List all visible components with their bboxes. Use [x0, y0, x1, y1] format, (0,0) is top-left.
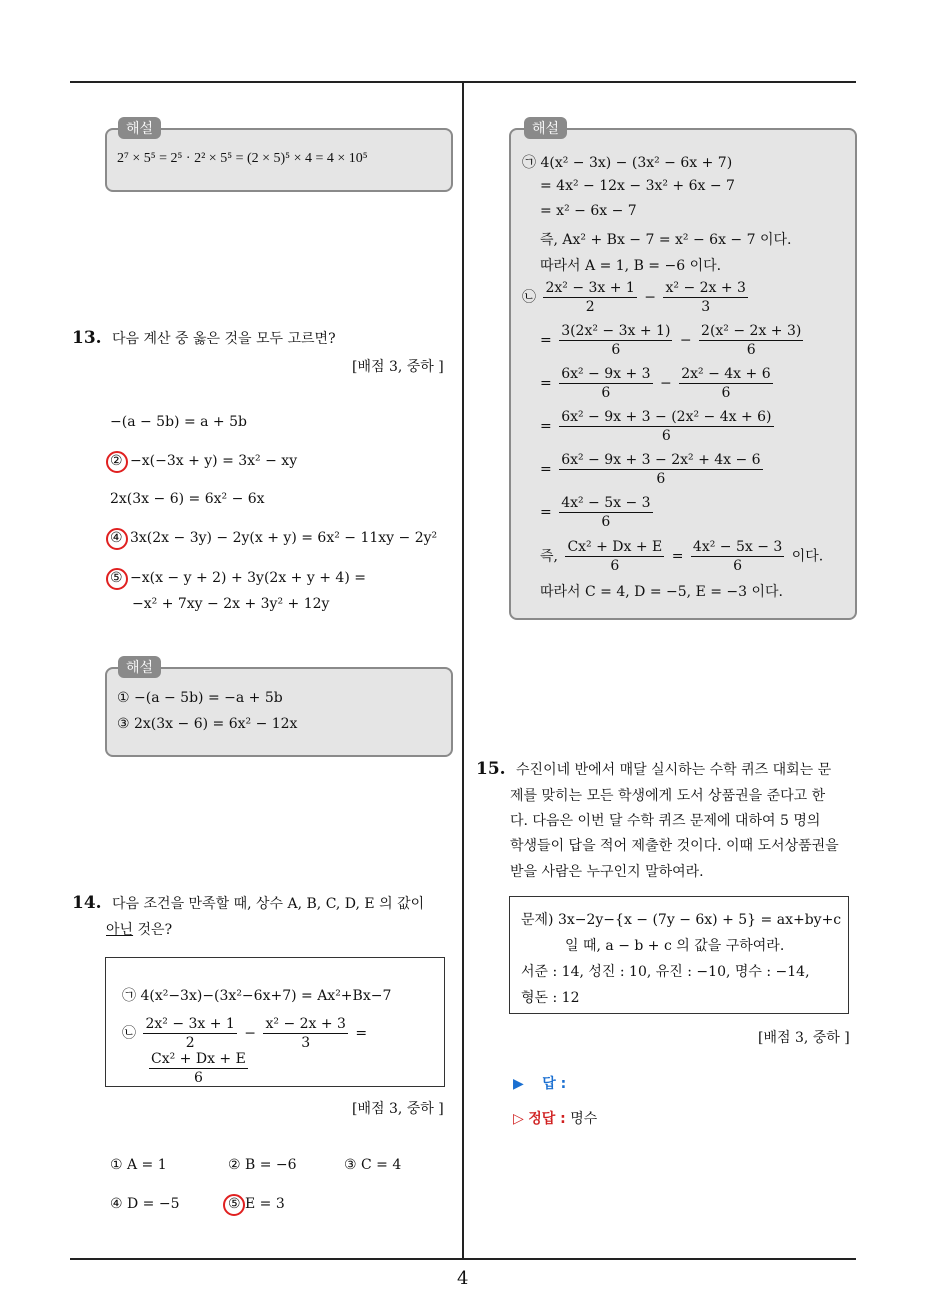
q13-option-5-cont: −x² + 7xy − 2x + 3y² + 12y — [132, 596, 330, 612]
exp14-e-den: 6 — [601, 385, 611, 401]
exp14-eq: = — [540, 504, 552, 521]
exp14-d-den: 6 — [746, 342, 756, 358]
exp14-l11 — [540, 494, 656, 531]
exp14-l3: = x² − 6x − 7 — [540, 203, 637, 219]
exp14-j-post: 이다. — [791, 548, 824, 565]
selected-circle-icon — [106, 568, 128, 590]
q14-frac3-num: Cx² + Dx + E — [151, 1051, 246, 1067]
q15-answer-row[interactable] — [513, 1073, 566, 1093]
q14-choice-3[interactable]: ③ C = 4 — [344, 1157, 402, 1173]
q14-frac-2 — [263, 1015, 347, 1052]
q13-score: [배점 3, 중하 ] — [352, 359, 444, 375]
exp14-frac-f — [679, 365, 772, 402]
exp14-frac-e — [559, 365, 652, 402]
q15-box-4: 형돈 : 12 — [521, 990, 580, 1006]
q15-line-5: 받을 사람은 누구인지 말하여라. — [510, 864, 704, 880]
exp14-j-num2: 4x² − 5x − 3 — [692, 539, 783, 555]
q13-mark-4: ④ — [110, 530, 123, 546]
explain-tag: 해설 — [118, 656, 161, 678]
q14-text: 다음 조건을 만족할 때, 상수 A, B, C, D, E 의 값이 — [112, 896, 425, 912]
exp14-c-den: 6 — [611, 342, 621, 358]
exp14-eq: = — [540, 418, 552, 435]
q14-frac-1 — [143, 1015, 236, 1052]
column-divider — [462, 83, 464, 1260]
q14-score: [배점 3, 중하 ] — [352, 1101, 444, 1117]
q13-number: 13. — [72, 328, 102, 348]
exp14-a-num: 2x² − 3x + 1 — [545, 280, 635, 296]
exp14-minus: − — [660, 375, 672, 392]
q15-score: [배점 3, 중하 ] — [758, 1030, 850, 1046]
exp14-l7 — [540, 322, 806, 359]
q13-mark-2: ② — [110, 453, 123, 469]
q14-frac2-den: 3 — [301, 1035, 311, 1051]
explain-12-text: 2⁷ × 5⁵ = 2⁵ · 2² × 5⁵ = (2 × 5)⁵ × 4 = 4 × 10⁵ — [117, 151, 368, 166]
q14-cond-1: ㉠ 4(x²−3x)−(3x²−6x+7) = Ax²+Bx−7 — [122, 988, 392, 1004]
q15-number: 15. — [476, 759, 506, 779]
q14-frac2-num: x² − 2x + 3 — [265, 1016, 346, 1032]
q13-option-4[interactable]: 3x(2x − 3y) − 2y(x + y) = 6x² − 11xy − 2y² — [130, 530, 438, 546]
q15-line-1 — [476, 759, 831, 779]
exp14-frac-c — [559, 322, 672, 359]
exp14-f-num: 2x² − 4x + 6 — [681, 366, 771, 382]
q13-option-5[interactable]: −x(x − y + 2) + 3y(2x + y + 4) = — [130, 570, 366, 586]
exp14-l13: 따라서 C = 4, D = −5, E = −3 이다. — [540, 584, 784, 600]
q14-choice-2[interactable]: ② B = −6 — [228, 1157, 297, 1173]
page-number: 4 — [457, 1268, 469, 1289]
answer-label: 답 : — [542, 1076, 567, 1092]
explain-box-13 — [105, 667, 453, 757]
q13-title — [72, 328, 336, 348]
q14-frac1-num: 2x² − 3x + 1 — [145, 1016, 235, 1032]
selected-circle-icon — [223, 1194, 245, 1216]
q13-text: 다음 계산 중 옳은 것을 모두 고르면? — [112, 331, 336, 347]
exp14-l10 — [540, 451, 766, 488]
exp14-b-num: x² − 2x + 3 — [665, 280, 746, 296]
outline-arrow-icon: ▷ — [513, 1111, 524, 1127]
play-arrow-icon: ▶ — [513, 1076, 524, 1092]
q15-line-3: 다. 다음은 이번 달 수학 퀴즈 문제에 대하여 5 명의 — [510, 813, 821, 829]
q14-not: 아닌 — [106, 922, 134, 938]
exp14-j-num: Cx² + Dx + E — [567, 539, 663, 555]
exp14-frac-d — [699, 322, 803, 359]
exp14-l9 — [540, 408, 777, 445]
q14-cond2-mark: ㉡ — [122, 1025, 136, 1042]
exp14-j-den2: 6 — [733, 558, 743, 574]
q13-mark-5: ⑤ — [110, 570, 123, 586]
exp14-eq: = — [540, 332, 552, 349]
q14-choice-1[interactable]: ① A = 1 — [110, 1157, 167, 1173]
q14-cond-2 — [122, 1015, 367, 1052]
correct-value: 명수 — [570, 1111, 598, 1127]
exp14-frac-g — [559, 408, 773, 445]
selected-circle-icon — [106, 528, 128, 550]
q15-line-2: 제를 맞히는 모든 학생에게 도서 상품권을 준다고 한 — [510, 788, 826, 804]
exp14-minus: − — [679, 332, 692, 349]
q14-title-cont — [106, 919, 172, 939]
exp14-eq: = — [540, 461, 552, 478]
exp14-frac-i — [559, 494, 652, 531]
q15-text-1: 수진이네 반에서 매달 실시하는 수학 퀴즈 대회는 문 — [516, 762, 832, 778]
exp14-minus: − — [644, 289, 657, 306]
selected-circle-icon — [106, 451, 128, 473]
exp14-c-num: 3(2x² − 3x + 1) — [561, 323, 671, 339]
q14-title — [72, 893, 424, 913]
q14-number: 14. — [72, 893, 102, 913]
exp14-i-num: 4x² − 5x − 3 — [561, 495, 651, 511]
exp14-l12 — [540, 538, 823, 575]
q15-box-1: 문제) 3x−2y−{x − (7y − 6x) + 5} = ax+by+c — [521, 912, 842, 928]
exp14-l4: 즉, Ax² + Bx − 7 = x² − 6x − 7 이다. — [540, 232, 792, 248]
exp14-eq: = — [671, 548, 684, 565]
exp14-l6-mark: ㉡ — [522, 289, 536, 306]
q13-option-1[interactable]: −(a − 5b) = a + 5b — [110, 414, 247, 430]
q14-cond-2-rhs — [146, 1050, 251, 1087]
explain-tag: 해설 — [118, 117, 161, 139]
q15-line-4: 학생들이 답을 적어 제출한 것이다. 이때 도서상품권을 — [510, 838, 839, 854]
q14-frac1-den: 2 — [185, 1035, 195, 1051]
q14-choice-5[interactable]: ⑤ E = 3 — [228, 1196, 285, 1212]
q14-tail: 것은? — [137, 922, 173, 938]
exp14-l5: 따라서 A = 1, B = −6 이다. — [540, 258, 722, 274]
exp14-g-den: 6 — [661, 428, 671, 444]
q13-explain-2: ③ 2x(3x − 6) = 6x² − 12x — [117, 716, 298, 732]
exp14-j-pre: 즉, — [540, 548, 558, 565]
exp14-l6 — [522, 279, 751, 316]
exp14-l1: ㉠ 4(x² − 3x) − (3x² − 6x + 7) — [522, 155, 733, 171]
q14-choice-4[interactable]: ④ D = −5 — [110, 1196, 180, 1212]
exp14-i-den: 6 — [601, 514, 611, 530]
exp14-frac-j — [565, 538, 664, 575]
correct-label: 정답 : — [528, 1111, 566, 1127]
exp14-l8 — [540, 365, 776, 402]
q15-correct-row — [513, 1108, 597, 1128]
q14-minus: − — [244, 1025, 257, 1042]
exp14-frac-j2 — [691, 538, 784, 575]
q14-frac3-den: 6 — [193, 1070, 203, 1086]
exp14-b-den: 3 — [701, 299, 711, 315]
exp14-g-num: 6x² − 9x + 3 − (2x² − 4x + 6) — [561, 409, 772, 425]
exp14-j-den: 6 — [610, 558, 620, 574]
exp14-d-num: 2(x² − 2x + 3) — [701, 323, 802, 339]
exp14-h-den: 6 — [656, 471, 666, 487]
q14-frac-3 — [149, 1050, 248, 1087]
explain-tag: 해설 — [524, 117, 567, 139]
exp14-frac-a — [543, 279, 636, 316]
q14-eq: = — [355, 1025, 368, 1042]
q13-option-2[interactable]: −x(−3x + y) = 3x² − xy — [130, 453, 298, 469]
q15-box-3: 서준 : 14, 성진 : 10, 유진 : −10, 명수 : −14, — [521, 964, 810, 980]
q13-explain-1: ① −(a − 5b) = −a + 5b — [117, 690, 283, 706]
bottom-rule — [70, 1258, 856, 1260]
exp14-eq: = — [540, 375, 552, 392]
exp14-frac-b — [663, 279, 747, 316]
q13-option-3[interactable]: 2x(3x − 6) = 6x² − 6x — [110, 491, 265, 507]
q15-box-2: 일 때, a − b + c 의 값을 구하여라. — [565, 938, 785, 954]
exp14-e-num: 6x² − 9x + 3 — [561, 366, 651, 382]
exp14-l2: = 4x² − 12x − 3x² + 6x − 7 — [540, 178, 735, 194]
exp14-h-num: 6x² − 9x + 3 − 2x² + 4x − 6 — [561, 452, 761, 468]
exp14-a-den: 2 — [585, 299, 595, 315]
exp14-f-den: 6 — [721, 385, 731, 401]
exp14-frac-h — [559, 451, 762, 488]
